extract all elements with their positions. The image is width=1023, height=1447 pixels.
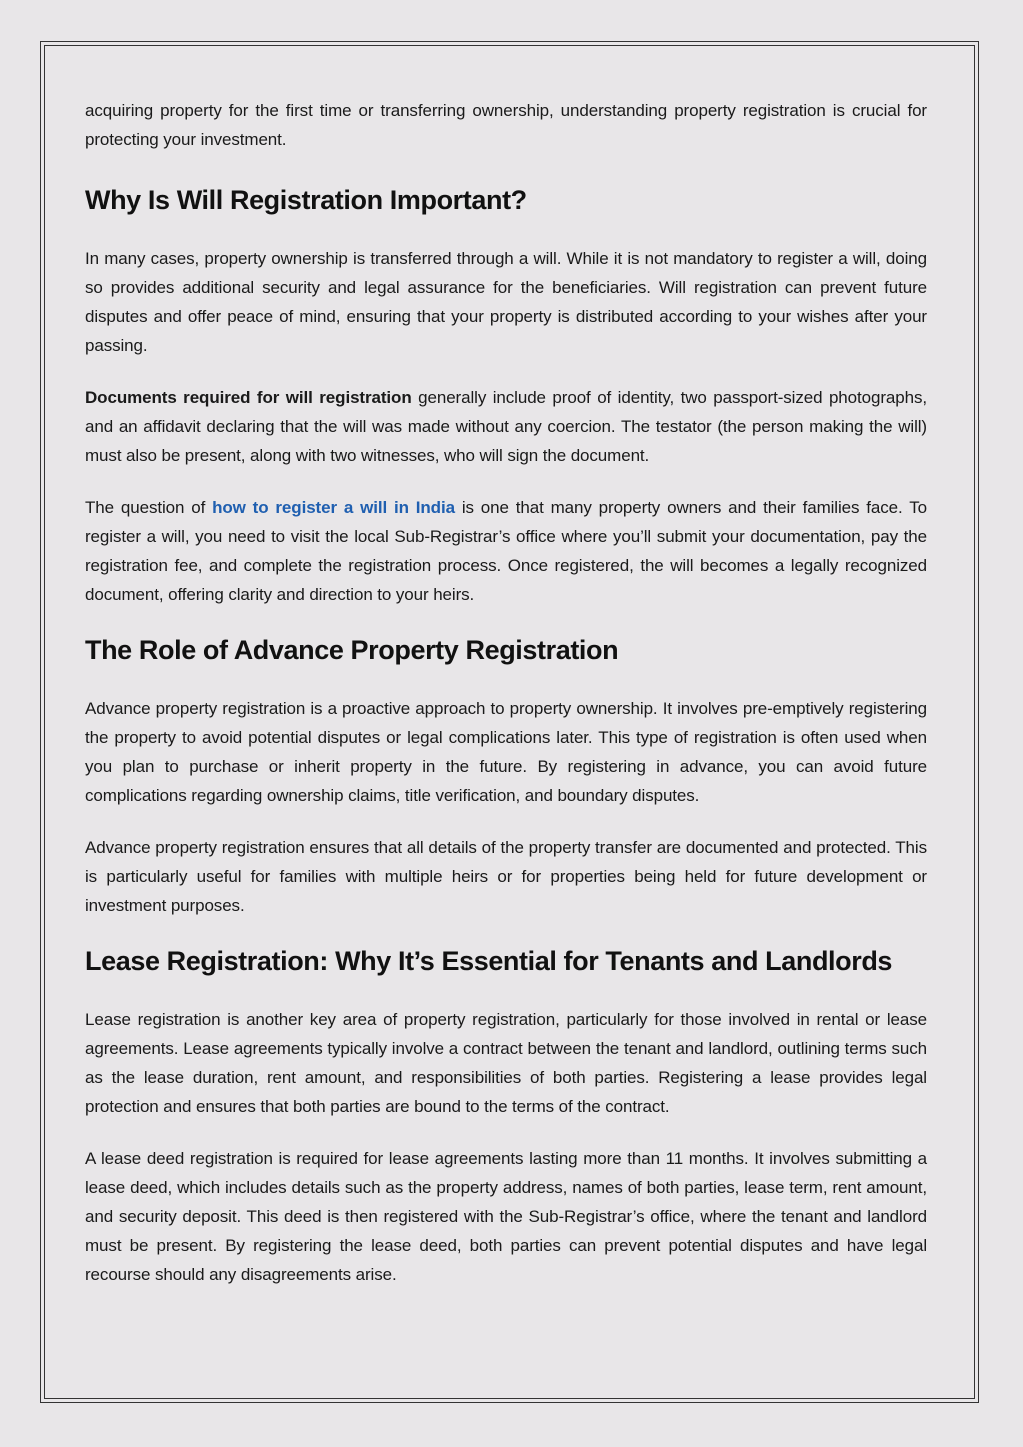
will-paragraph-3-pre: The question of bbox=[85, 498, 213, 517]
document-body bbox=[85, 96, 927, 1312]
how-to-register-will-link[interactable]: how to register a will in India bbox=[212, 498, 455, 517]
advance-paragraph-1: Advance property registration is a proactive approach to property ownership. It involves pre-emptively registering the property to avoid potential disputes or legal complications later. This type of registration is often used when you plan to purchase or inherit property in the future. By registering in advance, you can avoid future complications regarding ownership claims, title verification, and boundary disputes. bbox=[85, 699, 927, 805]
heading-will-registration: Why Is Will Registration Important? bbox=[85, 185, 527, 215]
heading-lease-registration: Lease Registration: Why It’s Essential for Tenants and Landlords bbox=[85, 946, 893, 976]
lease-paragraph-2: A lease deed registration is required for lease agreements lasting more than 11 months. It involves submitting a lease deed, which includes details such as the property address, names of both parties, lease term, rent amount, and security deposit. This deed is then registered with the Sub-Registrar’s office, where the tenant and landlord must be present. By registering the lease deed, both parties can prevent potential disputes and have legal recourse should any disagreements arise. bbox=[85, 1149, 927, 1284]
documents-required-bold: Documents required for will registration bbox=[85, 388, 412, 407]
lease-paragraph-1: Lease registration is another key area of property registration, particularly for those involved in rental or lease agreements. Lease agreements typically involve a contract between the tenant and landlord, outlining terms such as the lease duration, rent amount, and responsibilities of both parties. Registering a lease provides legal protection and ensures that both parties are bound to the terms of the contract. bbox=[85, 1010, 927, 1116]
will-paragraph-2-rest: generally include proof of identity, two passport-sized photographs, and an affidavit declaring that the will was made without any coercion. The testator (the person making the will) must also be present, along with two witnesses, who will sign the document. bbox=[85, 388, 927, 465]
advance-paragraph-2: Advance property registration ensures that all details of the property transfer are documented and protected. This is particularly useful for families with multiple heirs or for properties being held for future development or investment purposes. bbox=[85, 838, 927, 915]
heading-advance-registration: The Role of Advance Property Registration bbox=[85, 635, 619, 665]
will-paragraph-1: In many cases, property ownership is transferred through a will. While it is not mandatory to register a will, doing so provides additional security and legal assurance for the beneficiaries. Will registration can prevent future disputes and offer peace of mind, ensuring that your property is distributed according to your wishes after your passing. bbox=[85, 249, 927, 355]
will-paragraph-2 bbox=[85, 383, 927, 470]
will-paragraph-3-post: is one that many property owners and their families face. To register a will, you need to visit the local Sub-Registrar’s office where you’ll submit your documentation, pay the registration fee, and complete the registration process. Once registered, the will becomes a legally recognized document, offering clarity and direction to your heirs. bbox=[85, 498, 927, 604]
intro-paragraph: acquiring property for the first time or transferring ownership, understanding property registration is crucial for protecting your investment. bbox=[85, 101, 927, 149]
will-paragraph-3 bbox=[85, 493, 927, 609]
